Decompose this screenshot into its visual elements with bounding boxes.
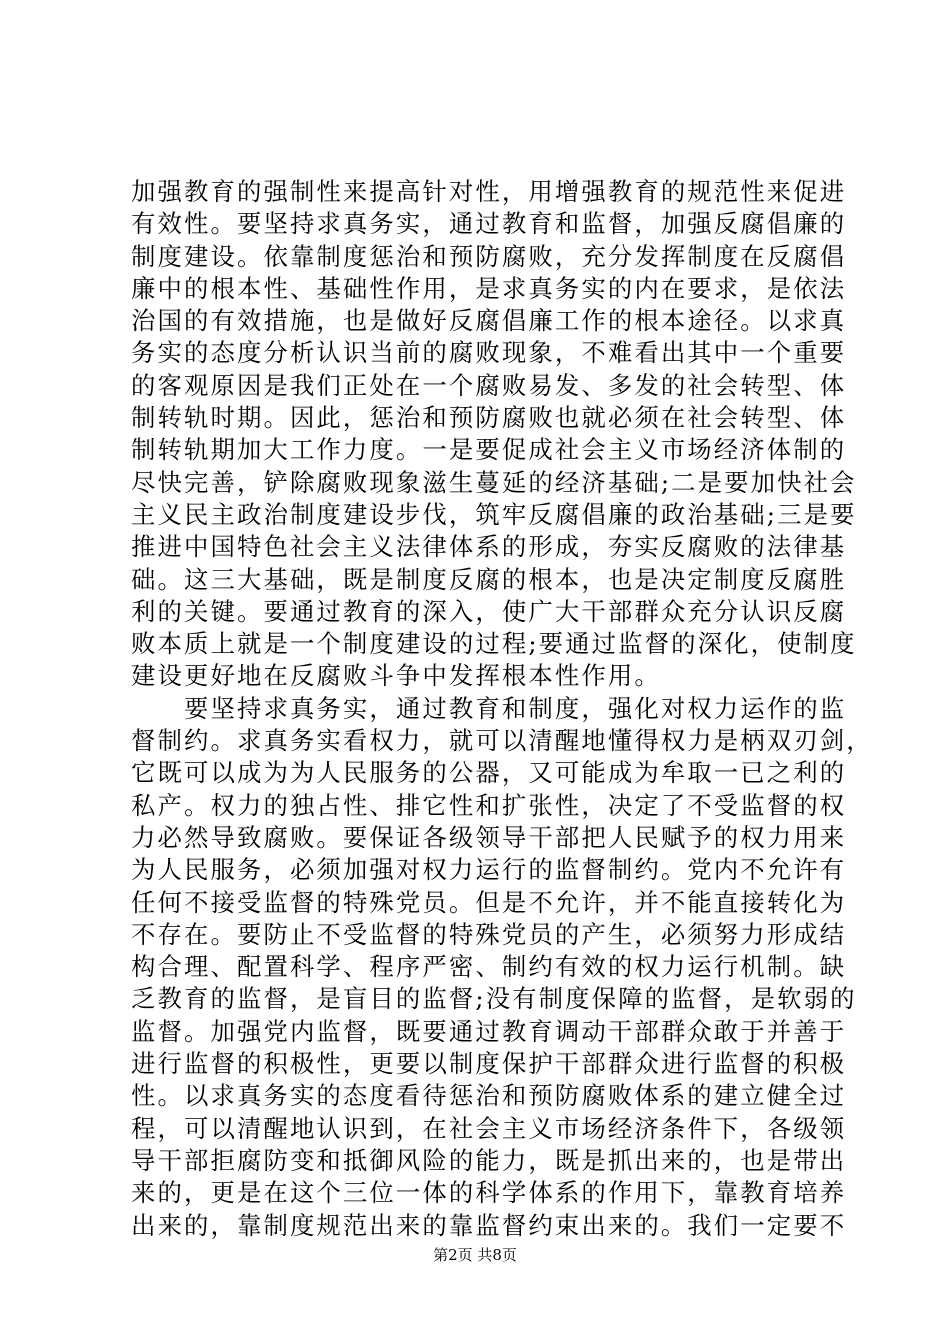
text-line: 构合理、配置科学、程序严密、制约有效的权力运行机制。缺 (131, 952, 847, 982)
text-line: 建设更好地在反腐败斗争中发挥根本性作用。 (131, 661, 661, 691)
text-line: 尽快完善，铲除腐败现象滋生蔓延的经济基础;二是要加快社会 (131, 467, 857, 497)
text-line: 督制约。求真务实看权力，就可以清醒地懂得权力是柄双刃剑， (131, 726, 873, 756)
text-line: 制转轨期加大工作力度。一是要促成社会主义市场经济体制的 (131, 435, 847, 465)
text-line: 要坚持求真务实，通过教育和制度，强化对权力运作的监 (131, 693, 847, 723)
text-line: 制度建设。依靠制度惩治和预防腐败，充分发挥制度在反腐倡 (131, 241, 847, 271)
text-line: 出来的，靠制度规范出来的靠监督约束出来的。我们一定要不 (131, 1210, 847, 1240)
text-line: 私产。权力的独占性、排它性和扩张性，决定了不受监督的权 (131, 790, 847, 820)
text-line: 加强教育的强制性来提高针对性，用增强教育的规范性来促进 (131, 177, 847, 206)
text-line: 监督。加强党内监督，既要通过教育调动干部群众敢于并善于 (131, 1016, 847, 1046)
text-line: 乏教育的监督，是盲目的监督;没有制度保障的监督，是软弱的 (131, 984, 857, 1014)
body-text (131, 176, 873, 1242)
text-line: 的客观原因是我们正处在一个腐败易发、多发的社会转型、体 (131, 370, 847, 400)
text-line: 有效性。要坚持求真务实，通过教育和监督，加强反腐倡廉的 (131, 209, 847, 239)
text-line: 导干部拒腐防变和抵御风险的能力，既是抓出来的，也是带出 (131, 1145, 847, 1175)
text-line: 不存在。要防止不受监督的特殊党员的产生，必须努力形成结 (131, 919, 847, 949)
text-line: 来的，更是在这个三位一体的科学体系的作用下，靠教育培养 (131, 1178, 847, 1208)
text-line: 务实的态度分析认识当前的腐败现象，不难看出其中一个重要 (131, 338, 847, 368)
text-line: 主义民主政治制度建设步伐，筑牢反腐倡廉的政治基础;三是要 (131, 499, 857, 529)
text-line: 推进中国特色社会主义法律体系的形成，夯实反腐败的法律基 (131, 532, 847, 562)
text-line: 廉中的根本性、基础性作用，是求真务实的内在要求，是依法 (131, 273, 847, 303)
text-line: 利的关键。要通过教育的深入，使广大干部群众充分认识反腐 (131, 596, 847, 626)
text-line: 力必然导致腐败。要保证各级领导干部把人民赋予的权力用来 (131, 822, 847, 852)
text-line: 性。以求真务实的态度看待惩治和预防腐败体系的建立健全过 (131, 1081, 847, 1111)
text-line: 它既可以成为为人民服务的公器，又可能成为牟取一已之利的 (131, 758, 847, 788)
text-line: 础。这三大基础，既是制度反腐的根本，也是决定制度反腐胜 (131, 564, 847, 594)
text-line: 制转轨时期。因此，惩治和预防腐败也就必须在社会转型、体 (131, 403, 847, 433)
text-line: 程，可以清醒地认识到，在社会主义市场经济条件下，各级领 (131, 1113, 847, 1143)
text-line: 治国的有效措施，也是做好反腐倡廉工作的根本途径。以求真 (131, 306, 847, 336)
text-line: 任何不接受监督的特殊党员。但是不允许，并不能直接转化为 (131, 887, 847, 917)
text-line: 进行监督的积极性，更要以制度保护干部群众进行监督的积极 (131, 1049, 847, 1079)
text-line: 败本质上就是一个制度建设的过程;要通过监督的深化，使制度 (131, 629, 857, 659)
page-number-footer: 第2页 共8页 (433, 1246, 517, 1264)
text-line: 为人民服务，必须加强对权力运行的监督制约。党内不允许有 (131, 855, 847, 885)
